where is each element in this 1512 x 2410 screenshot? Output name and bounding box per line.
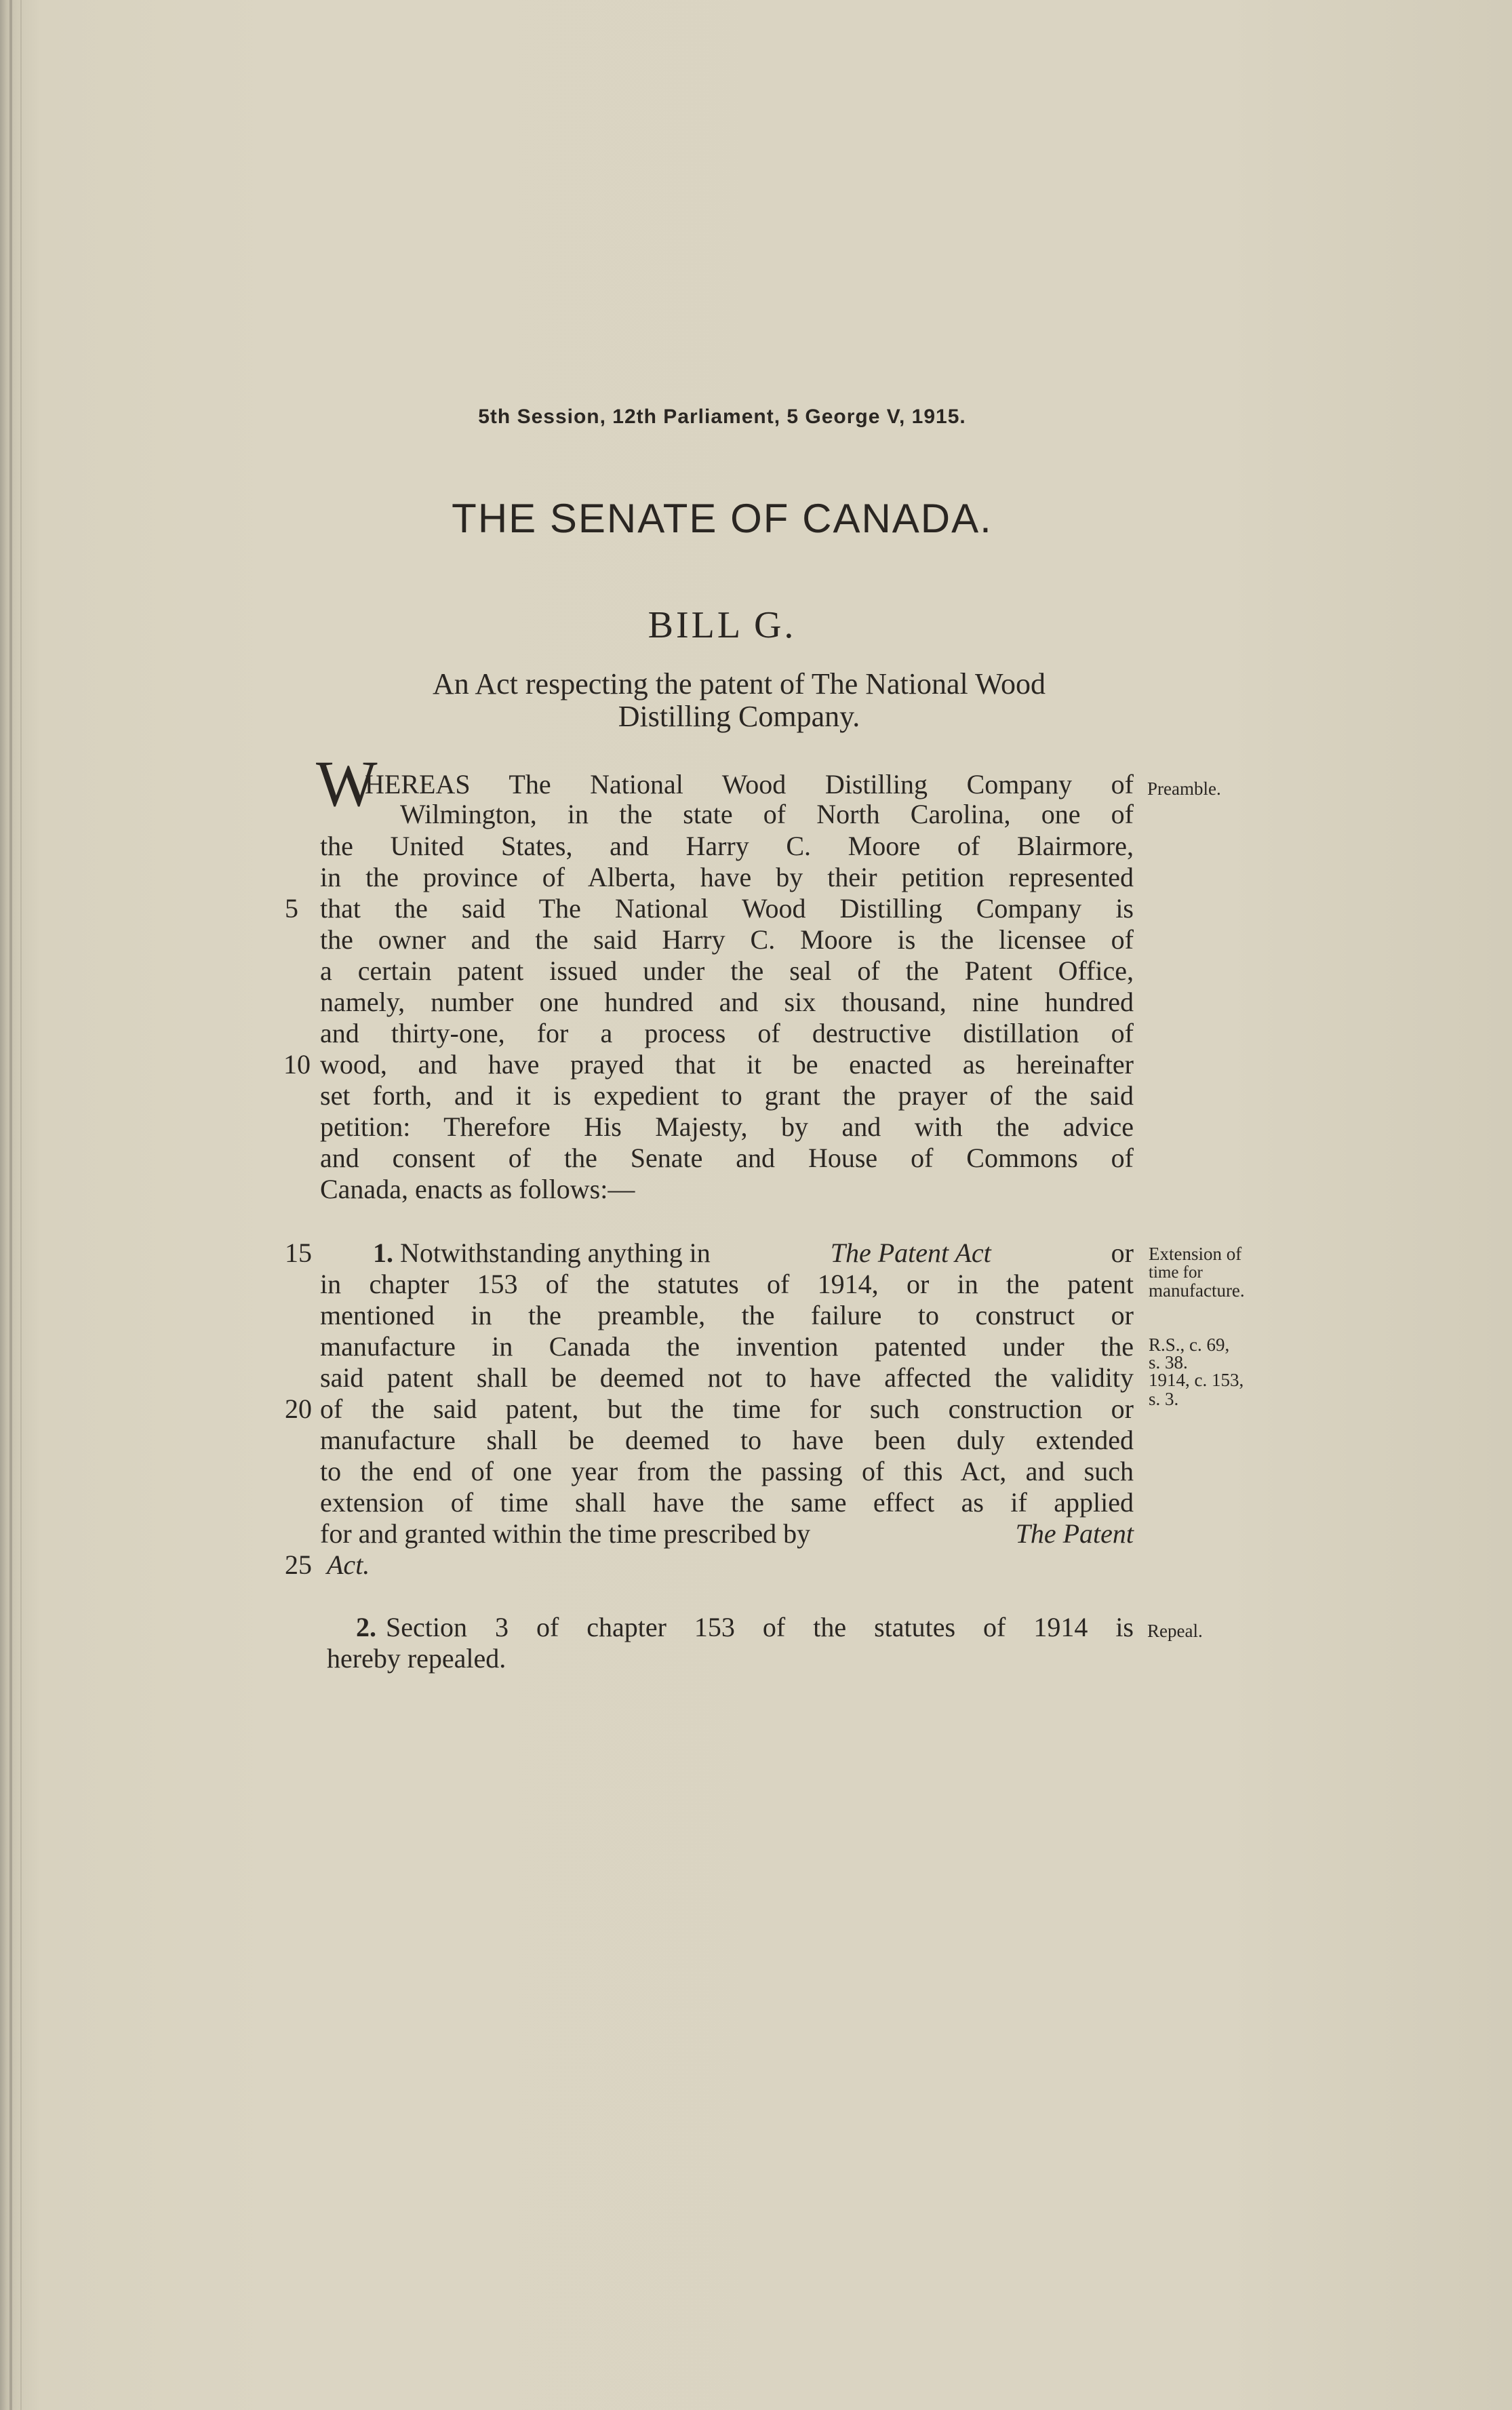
section1-line: extension of time shall have the same effect as if applied <box>320 1487 1134 1518</box>
section1-number: 1. <box>373 1238 393 1268</box>
section2-first-line <box>356 1611 1134 1643</box>
line-number: 20 <box>285 1394 312 1424</box>
preamble-line: HEREAS The National Wood Distilling Company of <box>365 769 1134 799</box>
marginal-note-extension: manufacture. <box>1149 1280 1245 1301</box>
section1-text: for and granted within the time prescribed by <box>320 1518 811 1549</box>
marginal-note-repeal: Repeal. <box>1147 1621 1203 1641</box>
section1-line: mentioned in the preamble, the failure to construct or <box>320 1300 1134 1330</box>
section1-line <box>320 1518 1134 1549</box>
preamble-line: that the said The National Wood Distilling Company is <box>320 893 1134 924</box>
line-number: 25 <box>285 1549 312 1580</box>
preamble-line: and thirty-one, for a process of destructive distillation of <box>320 1018 1134 1048</box>
preamble-line: set forth, and it is expedient to grant the prayer of the said <box>320 1080 1134 1111</box>
section2-text: Section 3 of chapter 153 of the statutes of 1914 is <box>386 1612 1134 1642</box>
section1-act-title: Act. <box>327 1549 370 1580</box>
line-number: 10 <box>283 1049 311 1080</box>
preamble-line: the owner and the said Harry C. Moore is the licensee of <box>320 924 1134 955</box>
section1-act-title: The Patent <box>1015 1518 1134 1549</box>
section1-text: Notwithstanding anything in <box>400 1238 711 1268</box>
section1-line: said patent shall be deemed not to have affected the validity <box>320 1362 1134 1393</box>
section1-line: to the end of one year from the passing of this Act, and such <box>320 1456 1134 1486</box>
preamble-line: and consent of the Senate and House of Commons of <box>320 1143 1134 1173</box>
subtitle-line: Distilling Company. <box>618 700 860 733</box>
preamble-line: a certain patent issued under the seal of the Patent Office, <box>320 955 1134 986</box>
subtitle-line: An Act respecting the patent of The National Wood <box>433 667 1046 700</box>
preamble-line: Canada, enacts as follows:— <box>320 1174 635 1204</box>
preamble-line: Wilmington, in the state of North Carolina, one of <box>400 799 1134 829</box>
preamble-line: in the province of Alberta, have by their petition represented <box>320 862 1134 892</box>
marginal-note-citation: 1914, c. 153, <box>1149 1370 1244 1390</box>
preamble-line: petition: Therefore His Majesty, by and with the advice <box>320 1111 1134 1142</box>
section1-line: manufacture shall be deemed to have been duly extended <box>320 1425 1134 1455</box>
line-number: 5 <box>285 893 298 924</box>
preamble-line: the United States, and Harry C. Moore of Blairmore, <box>320 831 1134 861</box>
preamble-line: namely, number one hundred and six thousand, nine hundred <box>320 987 1134 1017</box>
marginal-note-citation: s. 3. <box>1149 1389 1179 1409</box>
section1-line: in chapter 153 of the statutes of 1914, or in the patent <box>320 1269 1134 1299</box>
section2-line: hereby repealed. <box>327 1643 506 1674</box>
marginal-note-citation: s. 38. <box>1149 1352 1188 1372</box>
chamber-title: THE SENATE OF CANADA. <box>452 496 993 541</box>
bill-subtitle <box>298 668 1180 733</box>
section1-first-line <box>373 1237 1134 1269</box>
marginal-note-citation: R.S., c. 69, <box>1149 1335 1230 1355</box>
marginal-note-extension: Extension of <box>1149 1244 1242 1264</box>
binding-edge-shadow <box>20 0 22 2410</box>
session-heading: 5th Session, 12th Parliament, 5 George V, 1915. <box>478 406 966 428</box>
preamble-line: wood, and have prayed that it be enacted as hereinafter <box>320 1049 1134 1080</box>
bill-title: BILL G. <box>648 604 797 646</box>
drop-cap: W <box>316 747 378 820</box>
marginal-note-extension: time for <box>1149 1263 1203 1282</box>
section1-line: manufacture in Canada the invention patented under the <box>320 1331 1134 1362</box>
marginal-note-preamble: Preamble. <box>1147 778 1221 799</box>
section1-text: or <box>1111 1238 1134 1268</box>
binding-edge <box>9 0 12 2410</box>
line-number: 15 <box>285 1238 312 1268</box>
section2-number: 2. <box>356 1612 376 1642</box>
section1-line: of the said patent, but the time for such construction or <box>320 1394 1134 1424</box>
section1-act-title: The Patent Act <box>830 1238 991 1268</box>
